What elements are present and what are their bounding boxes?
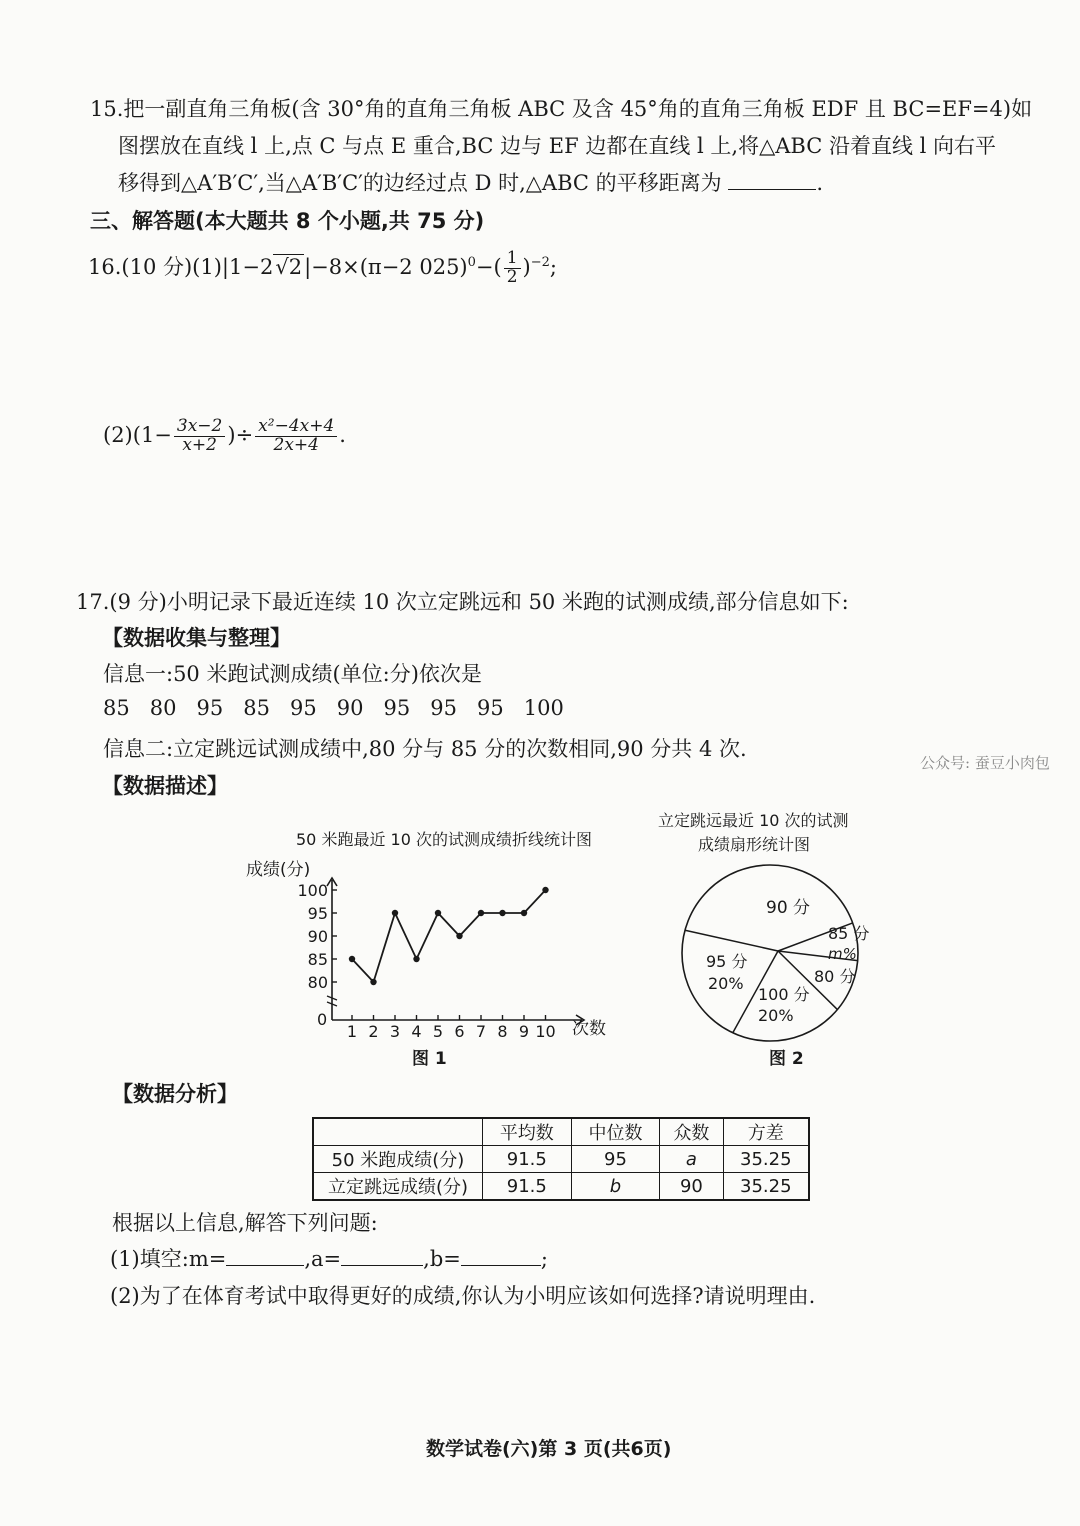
data-point — [349, 956, 355, 962]
frac-den: 2 — [506, 266, 518, 287]
q17-intro: 17.(9 分)小明记录下最近连续 10 次立定跳远和 50 米跑的试测成绩,部分信息如下: — [76, 590, 849, 614]
table-cell: a — [660, 1146, 723, 1173]
table-cell: 90 — [660, 1173, 723, 1201]
series-line — [352, 890, 546, 982]
q15-line3-text: 移得到△A′B′C′,当△A′B′C′的边经过点 D 时,△ABC 的平移距离为 — [118, 171, 722, 195]
x-tick-label: 10 — [535, 1022, 556, 1041]
q17-info1: 信息一:50 米跑试测成绩(单位:分)依次是 — [103, 662, 482, 686]
pie-label-100: 100 分 — [758, 985, 810, 1004]
y-tick-label: 95 — [307, 904, 328, 923]
answer-blank-m[interactable] — [226, 1264, 304, 1266]
q16-part1-b: |−8×(π−2 025) — [304, 254, 468, 279]
section3-heading: 三、解答题(本大题共 8 个小题,共 75 分) — [90, 209, 485, 233]
pie-pct-85: m% — [828, 945, 857, 963]
data-point — [456, 933, 462, 939]
data-point — [413, 956, 419, 962]
x-tick-label: 8 — [497, 1022, 508, 1041]
pie-label-80: 80 分 — [814, 967, 856, 986]
pie-pct-95: 20% — [708, 974, 744, 993]
x-tick-label: 1 — [346, 1022, 358, 1041]
line-chart-xlabel: 次数 — [572, 1019, 606, 1039]
q16-part1-sup0: 0 — [467, 254, 476, 270]
q16-part1-d: ) — [522, 254, 531, 279]
pie-chart — [680, 855, 880, 1055]
line-chart — [240, 850, 620, 1050]
data-point — [392, 910, 398, 916]
table-header: 中位数 — [571, 1118, 660, 1146]
pie-chart-title-1: 立定跳远最近 10 次的试测 — [658, 811, 849, 830]
stats-table — [312, 1117, 810, 1201]
table-header: 众数 — [660, 1118, 723, 1146]
data-point — [499, 910, 505, 916]
table-header: 平均数 — [483, 1118, 572, 1146]
pie-pct-100: 20% — [758, 1006, 794, 1025]
x-tick-label: 7 — [475, 1022, 487, 1041]
q17-sub1 — [110, 1243, 548, 1273]
q17-heading-describe: 【数据描述】 — [102, 774, 228, 798]
q16-part2 — [103, 418, 346, 455]
q17-sub2: (2)为了在体育考试中取得更好的成绩,你认为小明应该如何选择?请说明理由. — [110, 1284, 816, 1308]
x-tick-label: 2 — [368, 1022, 379, 1041]
table-cell: 立定跳远成绩(分) — [313, 1173, 483, 1201]
y-tick-label: 80 — [307, 973, 328, 992]
table-row — [313, 1173, 809, 1201]
table-cell: 95 — [571, 1146, 660, 1173]
pie-chart-title-2: 成绩扇形统计图 — [698, 835, 811, 854]
x-tick-label: 9 — [518, 1022, 530, 1041]
q16-part1-e: ; — [549, 254, 557, 279]
watermark: 公众号: 蚕豆小肉包 — [920, 754, 1050, 772]
frac2-num: x²−4x+4 — [255, 418, 337, 437]
q15-line3-end: . — [816, 171, 824, 195]
answer-blank-a[interactable] — [341, 1264, 423, 1266]
q17-sub1-c: ,b= — [423, 1247, 461, 1271]
q16-part1-c: −( — [475, 254, 502, 279]
q15-line1: 15.把一副直角三角板(含 30°角的直角三角板 ABC 及含 45°角的直角三角板 EDF 且 BC=EF=4)如 — [90, 97, 1033, 121]
frac-num: 1 — [504, 250, 521, 269]
q17-sub1-a: (1)填空:m= — [110, 1247, 227, 1271]
data-point — [370, 979, 376, 985]
figure2-caption: 图 2 — [769, 1049, 804, 1069]
pie-label-95: 95 分 — [706, 952, 748, 971]
q16-fraction-2 — [255, 418, 337, 455]
table-cell: 50 米跑成绩(分) — [313, 1146, 483, 1173]
q16-part2-a: (2)(1− — [103, 422, 172, 447]
q17-scores: 85 80 95 85 95 90 95 95 95 100 — [103, 696, 564, 720]
q16-part1 — [88, 250, 557, 287]
q16-part1-sqrt: 2 — [288, 254, 303, 279]
sqrt-2: √2 — [275, 254, 303, 279]
q16-part2-b: )÷ — [227, 422, 254, 447]
x-tick-label: 3 — [389, 1022, 401, 1041]
y-tick-label: 85 — [307, 950, 328, 969]
q16-fraction-1 — [174, 418, 225, 455]
answer-blank-b[interactable] — [461, 1264, 541, 1266]
x-tick-label: 6 — [454, 1022, 465, 1041]
q16-fraction-half — [504, 250, 521, 287]
q17-ask: 根据以上信息,解答下列问题: — [112, 1211, 378, 1235]
frac1-den: x+2 — [182, 434, 217, 455]
frac1-num: 3x−2 — [174, 418, 225, 437]
table-cell: 91.5 — [483, 1173, 572, 1201]
table-header: 方差 — [723, 1118, 809, 1146]
pie-slice-divider — [685, 930, 778, 951]
q15-line2: 图摆放在直线 l 上,点 C 与点 E 重合,BC 边与 EF 边都在直线 l 上,将△ABC 沿着直线 l 向右平 — [118, 134, 997, 158]
q15-answer-blank[interactable] — [728, 188, 816, 190]
data-point — [542, 887, 548, 893]
table-row — [313, 1146, 809, 1173]
page-footer: 数学试卷(六)第 3 页(共6页) — [426, 1438, 672, 1460]
table-cell: 35.25 — [723, 1173, 809, 1201]
frac2-den: 2x+4 — [273, 434, 319, 455]
q17-heading-analysis: 【数据分析】 — [112, 1082, 238, 1106]
table-header-row — [313, 1118, 809, 1146]
table-cell: 91.5 — [483, 1146, 572, 1173]
q17-heading-collect: 【数据收集与整理】 — [102, 626, 291, 650]
line-chart-title: 50 米跑最近 10 次的试测成绩折线统计图 — [296, 830, 592, 849]
data-point — [521, 910, 527, 916]
y-tick-label: 90 — [307, 927, 328, 946]
q17-sub1-d: ; — [540, 1247, 548, 1271]
q17-info2: 信息二:立定跳远试测成绩中,80 分与 85 分的次数相同,90 分共 4 次. — [103, 737, 747, 761]
q16-part1-a: 16.(10 分)(1)|1−2 — [88, 254, 274, 279]
line-chart-origin: 0 — [317, 1010, 328, 1029]
pie-label-90: 90 分 — [766, 898, 811, 918]
pie-label-85: 85 分 — [828, 924, 870, 943]
q17-sub1-b: ,a= — [304, 1247, 342, 1271]
x-tick-label: 5 — [432, 1022, 444, 1041]
data-point — [435, 910, 441, 916]
table-cell: b — [571, 1173, 660, 1201]
figure1-caption: 图 1 — [412, 1049, 447, 1069]
table-cell: 35.25 — [723, 1146, 809, 1173]
line-chart-ylabel: 成绩(分) — [246, 860, 311, 880]
table-header — [313, 1118, 483, 1146]
x-tick-label: 4 — [411, 1022, 422, 1041]
q16-part2-c: . — [339, 422, 346, 447]
q15-line3 — [118, 167, 823, 197]
q16-part1-sup: −2 — [530, 254, 550, 270]
data-point — [478, 910, 484, 916]
y-tick-label: 100 — [297, 881, 328, 900]
